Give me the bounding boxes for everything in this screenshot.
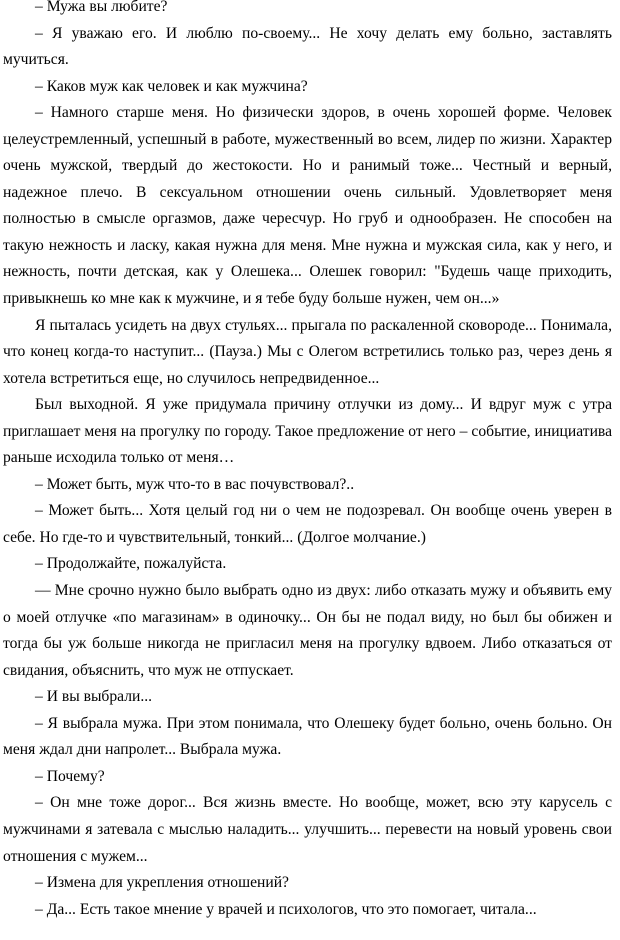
paragraph: – Да... Есть такое мнение у врачей и психологов, что это помогает, читала... — [35, 900, 537, 918]
paragraph: – Мужа вы любите? — [35, 0, 168, 15]
paragraph: – Намного старше меня. Но физически здоров, в очень хорошей форме. Человек целеустремленный, успешный в работе, мужественный во всем, лидер по жизни. Характер очень мужской, твердый до жестокости. Но и ранимый тоже... Честный и верный, надежное плечо. В сексуальном отношении очень сильный. Удовлетворяет меня полностью в смысле оргазмов, даже чересчур. Но груб и однообразен. Не способен на такую нежность и ласку, какая нужна для меня. Мне нужна и мужская сила, как у него, и нежность, почти детская, как у Олешека... Олешек говорил: "Будешь чаще приходить, привыкнешь ко мне как к мужчине, и я тебе буду больше нужен, чем он...» — [3, 104, 612, 308]
paragraph: – Почему? — [35, 767, 105, 785]
paragraph: – Я выбрала мужа. При этом понимала, что Олешеку будет больно, очень больно. Он меня ждал дни напролет... Выбрала мужа. — [3, 714, 612, 759]
paragraph: – Измена для укрепления отношений? — [35, 874, 289, 892]
paragraph: – Может быть, муж что-то в вас почувствовал?.. — [35, 475, 355, 493]
paragraph: – И вы выбрали... — [35, 688, 153, 706]
paragraph: – Каков муж как человек и как мужчина? — [35, 77, 308, 95]
paragraph: – Он мне тоже дорог... Вся жизнь вместе. Но вообще, может, всю эту карусель с мужчинами я затевала с мыслью наладить... улучшить... перевести на новый уровень свои отношения с мужем... — [3, 794, 612, 865]
paragraph: – Может быть... Хотя целый год ни о чем не подозревал. Он вообще очень уверен в себе. Но где-то и чувствительный, тонкий... (Долгое молчание.) — [3, 502, 612, 546]
paragraph: — Мне срочно нужно было выбрать одно из двух: либо отказать мужу и объявить ему о моей отлучке «по магазинам» в одиночку... Он бы не подал виду, но был бы обижен и тогда бы уж больше никогда не пригласил меня на прогулку вдвоем. Либо отказаться от свидания, объяснить, что муж не отпускает. — [3, 582, 612, 679]
paragraph: – Продолжайте, пожалуйста. — [35, 555, 227, 573]
paragraph: Я пыталась усидеть на двух стульях... прыгала по раскаленной сковороде... Понимала, что конец когда-то наступит... (Пауза.) Мы с Олегом встретились только раз, через день я хотела встретиться еще, но случилось непредвиденное... — [3, 316, 612, 387]
paragraph: Был выходной. Я уже придумала причину отлучки из дому... И вдруг муж с утра приглашает меня на прогулку по городу. Такое предложение от него – событие, инициатива раньше исходила только от меня… — [3, 396, 612, 467]
paragraph: – Я уважаю его. И люблю по-своему... Не хочу делать ему больно, заставлять мучиться. — [3, 24, 612, 69]
